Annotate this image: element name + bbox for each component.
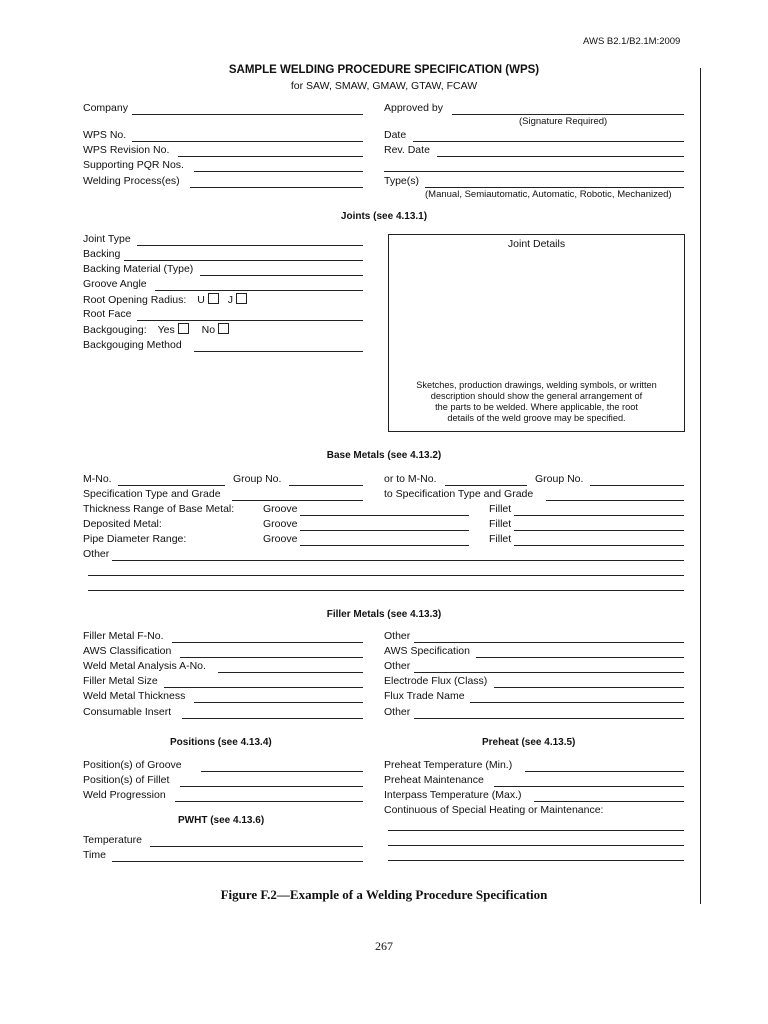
aws-specification-field[interactable]: [476, 657, 684, 658]
joint-type-field[interactable]: [137, 245, 363, 246]
joint-details-note-2: description should show the general arrangement of: [430, 391, 643, 401]
welding-process-field[interactable]: [190, 187, 363, 188]
preheat-min-field[interactable]: [525, 771, 684, 772]
electrode-flux-label: Electrode Flux (Class): [384, 675, 488, 687]
joint-details-box[interactable]: [388, 234, 685, 432]
deposited-groove-field[interactable]: [300, 530, 469, 531]
thickness-groove-label: Groove: [263, 503, 298, 515]
spec-type-field[interactable]: [232, 500, 363, 501]
thickness-fillet-field[interactable]: [514, 515, 684, 516]
weld-metal-analysis-field[interactable]: [218, 672, 363, 673]
deposited-label: Deposited Metal:: [83, 518, 162, 530]
filler-other-3-label: Other: [384, 706, 411, 718]
m-no-field[interactable]: [118, 485, 225, 486]
electrode-flux-field[interactable]: [494, 687, 684, 688]
base-other-field-3[interactable]: [88, 590, 684, 591]
preheat-heading: Preheat (see 4.13.5): [482, 737, 576, 748]
pwht-temperature-field[interactable]: [150, 846, 363, 847]
root-face-field[interactable]: [137, 320, 363, 321]
joints-heading: Joints (see 4.13.1): [340, 211, 428, 222]
filler-other-3-field[interactable]: [414, 718, 684, 719]
wps-no-label: WPS No.: [83, 129, 127, 141]
wps-revision-field[interactable]: [178, 156, 363, 157]
yes-label: Yes: [157, 324, 175, 336]
pipe-fillet-field[interactable]: [514, 545, 684, 546]
deposited-fillet-field[interactable]: [514, 530, 684, 531]
flux-trade-name-label: Flux Trade Name: [384, 690, 465, 702]
continuous-heating-label: Continuous of Special Heating or Maintenance:: [384, 804, 604, 816]
joint-type-label: Joint Type: [83, 233, 131, 245]
filler-other-2-field[interactable]: [414, 672, 684, 673]
j-label: J: [227, 294, 234, 306]
u-label: U: [197, 294, 205, 306]
filler-other-1-field[interactable]: [414, 642, 684, 643]
fillet-position-label: Position(s) of Fillet: [83, 774, 170, 786]
pipe-groove-field[interactable]: [300, 545, 469, 546]
types-note: (Manual, Semiautomatic, Automatic, Robotic, Mechanized): [425, 189, 672, 200]
groove-angle-field[interactable]: [155, 290, 363, 291]
backing-material-label: Backing Material (Type): [83, 263, 194, 275]
consumable-insert-field[interactable]: [182, 718, 363, 719]
base-metals-heading: Base Metals (see 4.13.2): [326, 450, 442, 461]
types-label: Type(s): [384, 175, 420, 187]
figure-caption: Figure F.2—Example of a Welding Procedure Specification: [220, 887, 548, 902]
positions-heading: Positions (see 4.13.4): [170, 737, 272, 748]
consumable-insert-label: Consumable Insert: [83, 706, 172, 718]
base-other-field-2[interactable]: [88, 575, 684, 576]
group-no-2-field[interactable]: [590, 485, 684, 486]
spec-type-label: Specification Type and Grade: [83, 488, 221, 500]
welding-process-label: Welding Process(es): [83, 175, 180, 187]
group-no-2-label: Group No.: [535, 473, 584, 485]
continuous-field-1[interactable]: [388, 830, 684, 831]
joint-details-title: Joint Details: [507, 238, 566, 250]
backing-material-field[interactable]: [200, 275, 363, 276]
m-no-label: M-No.: [83, 473, 112, 485]
pipe-groove-label: Groove: [263, 533, 298, 545]
aws-classification-label: AWS Classification: [83, 645, 172, 657]
group-no-label: Group No.: [233, 473, 282, 485]
base-other-label: Other: [83, 548, 110, 560]
continuous-field-2[interactable]: [388, 845, 684, 846]
rev-date-label: Rev. Date: [384, 144, 430, 156]
no-label: No: [201, 324, 216, 336]
filler-metals-heading: Filler Metals (see 4.13.3): [326, 609, 442, 620]
weld-metal-analysis-label: Weld Metal Analysis A-No.: [83, 660, 206, 672]
aws-classification-field[interactable]: [180, 657, 363, 658]
backgouging-label: Backgouging:: [83, 324, 147, 336]
weld-metal-thickness-field[interactable]: [194, 702, 363, 703]
preheat-min-label: Preheat Temperature (Min.): [384, 759, 513, 771]
page-number: 267: [375, 939, 393, 953]
weld-progression-label: Weld Progression: [83, 789, 166, 801]
base-other-field-1[interactable]: [112, 560, 684, 561]
date-label: Date: [384, 129, 407, 141]
or-to-m-no-label: or to M-No.: [384, 473, 437, 485]
weld-metal-thickness-label: Weld Metal Thickness: [83, 690, 186, 702]
page-margin-rule: [700, 68, 701, 904]
to-spec-type-field[interactable]: [546, 500, 684, 501]
backgouging-method-field[interactable]: [194, 351, 363, 352]
pwht-time-label: Time: [83, 849, 106, 861]
joint-details-note-4: details of the weld groove may be specified.: [447, 413, 626, 423]
j-checkbox[interactable]: [236, 293, 247, 304]
pqr-field[interactable]: [194, 171, 363, 172]
backing-field[interactable]: [124, 260, 363, 261]
backgouging-method-label: Backgouging Method: [83, 339, 182, 351]
weld-progression-field[interactable]: [175, 801, 363, 802]
yes-checkbox[interactable]: [178, 323, 189, 334]
wps-no-field[interactable]: [132, 141, 363, 142]
pqr-label: Supporting PQR Nos.: [83, 159, 184, 171]
u-checkbox[interactable]: [208, 293, 219, 304]
pwht-heading: PWHT (see 4.13.6): [178, 815, 265, 826]
root-face-label: Root Face: [83, 308, 132, 320]
thickness-fillet-label: Fillet: [489, 503, 512, 515]
signature-note: (Signature Required): [519, 116, 608, 127]
preheat-maintenance-label: Preheat Maintenance: [384, 774, 484, 786]
interpass-label: Interpass Temperature (Max.): [384, 789, 522, 801]
group-no-field[interactable]: [289, 485, 363, 486]
groove-angle-label: Groove Angle: [83, 278, 147, 290]
filler-other-2-label: Other: [384, 660, 411, 672]
deposited-fillet-label: Fillet: [489, 518, 512, 530]
pwht-time-field[interactable]: [112, 861, 363, 862]
pqr-right-field[interactable]: [384, 171, 684, 172]
date-field[interactable]: [413, 141, 684, 142]
continuous-field-3[interactable]: [388, 860, 684, 861]
groove-position-label: Position(s) of Groove: [83, 759, 182, 771]
aws-specification-label: AWS Specification: [384, 645, 470, 657]
thickness-label: Thickness Range of Base Metal:: [83, 503, 235, 515]
interpass-field[interactable]: [534, 801, 684, 802]
root-opening-row: [83, 293, 247, 307]
backing-label: Backing: [83, 248, 121, 260]
groove-position-field[interactable]: [201, 771, 363, 772]
wps-revision-label: WPS Revision No.: [83, 144, 170, 156]
backgouging-row: [83, 323, 229, 337]
preheat-maintenance-field[interactable]: [494, 786, 684, 787]
joint-details-note-1: Sketches, production drawings, welding symbols, or written: [416, 380, 657, 390]
fillet-position-field[interactable]: [180, 786, 363, 787]
filler-metal-size-field[interactable]: [164, 687, 363, 688]
filler-metal-size-label: Filler Metal Size: [83, 675, 158, 687]
filler-f-no-label: Filler Metal F-No.: [83, 630, 164, 642]
flux-trade-name-field[interactable]: [470, 702, 684, 703]
filler-f-no-field[interactable]: [172, 642, 363, 643]
pwht-temperature-label: Temperature: [83, 834, 142, 846]
approved-by-label: Approved by: [384, 102, 443, 114]
deposited-groove-label: Groove: [263, 518, 298, 530]
thickness-groove-field[interactable]: [300, 515, 469, 516]
rev-date-field[interactable]: [437, 156, 684, 157]
to-spec-type-label: to Specification Type and Grade: [384, 488, 534, 500]
company-field[interactable]: [132, 114, 363, 115]
or-to-m-no-field[interactable]: [445, 485, 527, 486]
filler-other-1-label: Other: [384, 630, 411, 642]
company-label: Company: [83, 102, 128, 114]
form-title: SAMPLE WELDING PROCEDURE SPECIFICATION (WPS): [228, 64, 540, 76]
root-opening-label: Root Opening Radius:: [83, 294, 187, 306]
pipe-fillet-label: Fillet: [489, 533, 512, 545]
form-subtitle: for SAW, SMAW, GMAW, GTAW, FCAW: [290, 80, 478, 92]
standard-number: AWS B2.1/B2.1M:2009: [583, 36, 681, 47]
joint-details-note-3: the parts to be welded. Where applicable, the root: [435, 402, 638, 412]
no-checkbox[interactable]: [218, 323, 229, 334]
pipe-diameter-label: Pipe Diameter Range:: [83, 533, 187, 545]
